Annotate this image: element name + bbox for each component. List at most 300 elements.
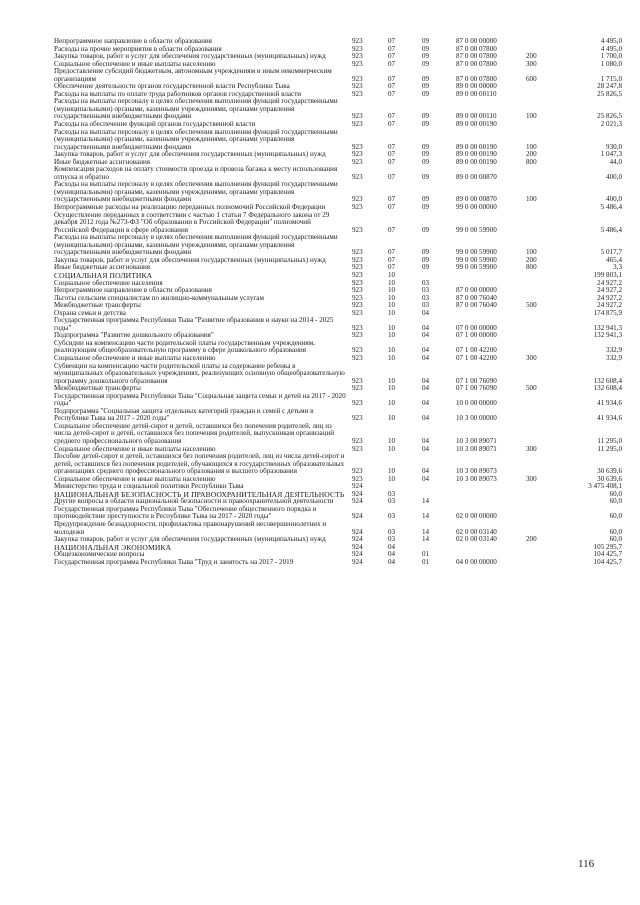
row-section-code: 10 [388,323,396,332]
row-amount: 60,0 [609,489,622,498]
row-amount: 60,0 [609,527,622,536]
row-vd-code: 924 [352,489,363,498]
table-row [54,559,622,567]
row-description: Государственная программа Республики Тыва "Труд и занятость на 2017 - 2019 [54,557,294,566]
row-expense-type: 100 [526,195,537,204]
row-amount: 132 608,4 [593,376,622,385]
row-target-article: 10 3 00 89073 [456,467,497,476]
row-vd-code: 923 [352,467,363,476]
table-row [54,340,622,355]
row-vd-code: 923 [352,293,363,302]
row-section-code: 10 [388,293,396,302]
row-subsection-code: 09 [422,44,430,53]
row-amount: 25 826,5 [597,89,622,98]
row-subsection-code: 04 [422,376,430,385]
row-section-code: 10 [388,384,396,393]
page-number: 116 [578,858,595,870]
row-section-code: 07 [388,157,396,166]
row-description: Пособие детей-сирот и детей, оставшихся без попечения родителей, лиц из числа детей-сирот и детей, оставшихся без попечения родителей, обучающихся в государственных образовательных организациях среднего профессионального образования и высшего образования [54,452,345,476]
row-vd-code: 924 [352,512,363,521]
row-amount: 11 295,0 [597,436,622,445]
row-description: Непрограммное направление в области образования [54,37,212,45]
row-subsection-code: 09 [422,52,430,61]
row-section-code: 10 [388,444,396,453]
row-target-article: 07 1 00 00000 [456,331,497,340]
row-target-article: 99 0 00 59900 [456,248,497,257]
table-row [54,129,622,152]
row-vd-code: 924 [352,542,363,551]
row-description: СОЦИАЛЬНАЯ ПОЛИТИКА [54,270,153,280]
row-section-code: 07 [388,89,396,98]
row-expense-type: 500 [526,384,537,393]
row-description: Государственная программа Республики Тыва "Обеспечение общественного порядка и противодействие преступности в Республике Тыва на 2017 - 2020 годы" [54,504,317,521]
row-description: Расходы на выплаты персоналу в целях обеспечения выполнения функций государственными (муниципальными) органами, казенными учреждениями, органами управления государственными внебюджетными фондами [54,97,338,121]
row-target-article: 87 0 00 07800 [456,74,497,83]
row-amount: 332,9 [606,346,622,355]
row-vd-code: 923 [352,248,363,257]
row-target-article: 89 0 00 00000 [456,82,497,91]
row-target-article: 07 0 00 00000 [456,323,497,332]
row-subsection-code: 09 [422,195,430,204]
row-target-article: 87 0 00 76040 [456,301,497,310]
row-target-article: 89 0 00 00110 [456,112,497,121]
row-vd-code: 924 [352,557,363,566]
row-amount: 41 934,6 [597,399,622,408]
table-row [54,393,622,408]
row-section-code: 10 [388,286,396,295]
row-subsection-code: 14 [422,535,430,544]
row-amount: 105 295,7 [593,542,622,551]
row-section-code: 07 [388,248,396,257]
row-vd-code: 923 [352,157,363,166]
row-subsection-code: 04 [422,308,430,317]
row-subsection-code: 09 [422,74,430,83]
row-amount: 3,3 [613,263,622,272]
row-description: Подпрограмма "Развитие дошкольного образования" [54,331,214,340]
row-section-code: 03 [388,489,396,498]
row-description: Расходы на выплаты персоналу в целях обеспечения выполнения функций государственными (муниципальными) органами, казенными учреждениями, органами управления государственными внебюджетными фондами [54,233,338,257]
row-description: НАЦИОНАЛЬНАЯ ЭКОНОМИКА [54,542,172,552]
row-vd-code: 924 [352,482,363,491]
row-section-code: 07 [388,255,396,264]
row-target-article: 07 1 00 76090 [456,384,497,393]
row-description: Иные бюджетные ассигнования [54,263,151,272]
row-target-article: 07 1 00 42200 [456,353,497,362]
row-target-article: 89 0 00 00870 [456,172,497,181]
row-expense-type: 200 [526,150,537,159]
row-description: Социальное обеспечение и иные выплаты населению [54,59,216,68]
row-description: Субвенции на компенсацию части родительской платы за содержание ребенка в муниципальных образовательных учреждениях, реализующих основную общеобразовательную программу дошкольного образования [54,361,345,385]
row-vd-code: 923 [352,384,363,393]
table-row [54,181,622,204]
row-target-article: 89 0 00 00190 [456,150,497,159]
row-description: Расходы на прочие мероприятия в области образования [54,44,222,53]
row-description: Предупреждение безнадзорности, профилактика правонарушений несовершеннолетних и молодежи [54,520,327,536]
row-description: Компенсация расходов на оплату стоимости проезда и провоза багажа к месту использования отпуска и обратно [54,165,338,181]
row-subsection-code: 03 [422,278,430,287]
row-vd-code: 923 [352,74,363,83]
row-subsection-code: 04 [422,384,430,393]
row-description: Социальное обеспечение и иные выплаты населению [54,474,216,483]
row-section-code: 10 [388,331,396,340]
row-description: Государственная программа Республики Тыва "Социальная защита семьи и детей на 2017 - 2020 годы" [54,391,346,408]
row-subsection-code: 04 [422,467,430,476]
row-target-article: 07 1 00 76090 [456,376,497,385]
row-vd-code: 923 [352,286,363,295]
row-description: Иные бюджетные ассигнования [54,157,151,166]
row-description: Закупка товаров, работ и услуг для обеспечения государственных (муниципальных) нужд [54,52,326,61]
row-amount: 5 017,7 [600,248,622,257]
row-amount: 104 425,7 [593,550,622,559]
row-target-article: 02 0 00 03140 [456,527,497,536]
row-subsection-code: 09 [422,255,430,264]
row-target-article: 10 3 00 89073 [456,474,497,483]
row-subsection-code: 14 [422,497,430,506]
row-expense-type: 300 [526,353,537,362]
row-amount: 199 803,1 [593,270,622,279]
row-description: Льготы сельским специалистам по жилищно-коммунальным услугам [54,293,264,302]
row-section-code: 10 [388,399,396,408]
row-section-code: 10 [388,270,396,279]
row-amount: 44,0 [609,157,622,166]
row-section-code: 10 [388,308,396,317]
row-subsection-code: 04 [422,474,430,483]
row-subsection-code: 09 [422,142,430,151]
row-vd-code: 923 [352,172,363,181]
row-vd-code: 923 [352,376,363,385]
row-subsection-code: 09 [422,157,430,166]
row-section-code: 10 [388,436,396,445]
row-vd-code: 923 [352,195,363,204]
row-description: Межбюджетные трансферты [54,384,141,393]
table-row [54,302,622,310]
row-description: Обеспечение деятельности органов государственной власти Республики Тыва [54,82,290,91]
row-subsection-code: 04 [422,323,430,332]
row-target-article: 89 0 00 00190 [456,120,497,129]
row-subsection-code: 09 [422,225,430,234]
row-vd-code: 923 [352,444,363,453]
row-subsection-code: 04 [422,346,430,355]
row-section-code: 03 [388,535,396,544]
row-target-article: 87 0 00 07800 [456,59,497,68]
row-description: Общеэкономические вопросы [54,550,145,559]
row-expense-type: 800 [526,157,537,166]
row-target-article: 02 0 00 00000 [456,512,497,521]
row-description: Непрограммное направление в области образования [54,286,212,295]
row-vd-code: 923 [352,353,363,362]
row-amount: 60,0 [609,535,622,544]
row-section-code: 04 [388,550,396,559]
row-section-code: 07 [388,120,396,129]
row-vd-code: 923 [352,112,363,121]
row-description: Социальное обеспечение и иные выплаты населению [54,353,216,362]
row-subsection-code: 04 [422,331,430,340]
row-target-article: 10 3 00 89071 [456,436,497,445]
row-description: Закупка товаров, работ и услуг для обеспечения государственных (муниципальных) нужд [54,255,326,264]
row-subsection-code: 09 [422,82,430,91]
row-vd-code: 924 [352,550,363,559]
row-description: Субсидии на компенсацию части родительской платы государственным учреждениям, реализующим общеобразовательную программу в сфере дошкольного образования [54,338,316,355]
row-target-article: 89 0 00 00190 [456,157,497,166]
row-vd-code: 924 [352,497,363,506]
row-amount: 4 495,0 [600,37,622,45]
row-section-code: 10 [388,346,396,355]
row-description: Расходы на выплаты персоналу в целях обеспечения выполнения функций государственными (муниципальными) органами, казенными учреждениями, органами управления государственными внебюджетными фондами [54,180,338,204]
row-subsection-code: 14 [422,512,430,521]
row-section-code: 03 [388,512,396,521]
row-amount: 60,0 [609,512,622,521]
row-subsection-code: 04 [422,399,430,408]
row-vd-code: 923 [352,255,363,264]
row-description: Непрограммные расходы на реализацию переданных полномочий Российской Федерации [54,203,326,212]
row-target-article: 99 0 00 59900 [456,263,497,272]
row-section-code: 10 [388,376,396,385]
row-description: Государственная программа Республики Тыва "Развитие образования и науки на 2014 - 2025 годы" [54,316,334,332]
row-subsection-code: 09 [422,59,430,68]
row-vd-code: 923 [352,82,363,91]
row-description: Расходы на выплаты персоналу в целях обеспечения выполнения функций государственными (муниципальными) органами, казенными учреждениями, органами управления государственными внебюджетными фондами [54,127,338,151]
row-target-article: 02 0 00 03140 [456,535,497,544]
row-target-article: 10 3 00 00000 [456,414,497,423]
row-section-code: 10 [388,301,396,310]
row-subsection-code: 03 [422,286,430,295]
row-expense-type: 200 [526,52,537,61]
row-description: Министерство труда и социальной политики Республики Тыва [54,482,244,491]
row-section-code: 07 [388,82,396,91]
row-expense-type: 100 [526,112,537,121]
row-description: Расходы на выплаты по оплате труда работников органов государственной власти [54,89,302,98]
row-section-code: 10 [388,278,396,287]
row-vd-code: 923 [352,37,363,45]
row-section-code: 07 [388,263,396,272]
row-expense-type: 300 [526,444,537,453]
budget-table [54,38,622,566]
row-amount: 1 715,0 [600,74,622,83]
row-section-code: 07 [388,195,396,204]
row-amount: 132 941,3 [593,331,622,340]
row-target-article: 07 1 00 42200 [456,346,497,355]
row-target-article: 89 0 00 00110 [456,89,497,98]
row-amount: 5 486,4 [600,203,622,212]
row-subsection-code: 01 [422,550,430,559]
row-description: Социальное обеспечение и иные выплаты населению [54,444,216,453]
row-vd-code: 923 [352,331,363,340]
table-row [54,453,622,476]
row-target-article: 87 0 00 00000 [456,37,497,45]
row-amount: 174 875,9 [593,308,622,317]
row-section-code: 04 [388,542,396,551]
row-vd-code: 924 [352,527,363,536]
row-expense-type: 300 [526,474,537,483]
row-amount: 104 425,7 [593,557,622,566]
row-section-code: 07 [388,59,396,68]
table-row [54,234,622,257]
row-description: Закупка товаров, работ и услуг для обеспечения государственных (муниципальных) нужд [54,150,326,159]
row-target-article: 87 0 00 00000 [456,286,497,295]
row-description: Социальное обеспечение населения [54,278,163,287]
row-amount: 28 247,8 [597,82,622,91]
row-description: Осуществление переданных в соответствии с частью 1 статьи 7 Федерального закона от 29 декабря 2012 года №273-ФЗ "Об образовании в Российской Федерации" полномочий Российской Федерации в сфере образования [54,210,330,234]
row-amount: 24 927,2 [597,293,622,302]
row-amount: 1 047,3 [600,150,622,159]
row-expense-type: 100 [526,248,537,257]
row-section-code: 10 [388,467,396,476]
row-description: Социальное обеспечение детей-сирот и детей, оставшихся без попечения родителей, лиц из числа детей-сирот и детей, оставшихся без попечения родителей, выпускникам организаций среднего профессионального образования [54,421,335,445]
row-expense-type: 800 [526,263,537,272]
row-amount: 930,0 [606,142,622,151]
row-amount: 4 495,0 [600,44,622,53]
row-subsection-code: 09 [422,203,430,212]
row-amount: 132 608,4 [593,384,622,393]
row-vd-code: 923 [352,52,363,61]
row-section-code: 07 [388,203,396,212]
row-vd-code: 923 [352,301,363,310]
row-amount: 465,4 [606,255,622,264]
row-vd-code: 924 [352,535,363,544]
row-section-code: 04 [388,557,396,566]
row-amount: 24 927,2 [597,286,622,295]
row-target-article: 10 3 00 89071 [456,444,497,453]
row-subsection-code: 04 [422,436,430,445]
row-amount: 24 927,2 [597,301,622,310]
row-section-code: 07 [388,74,396,83]
table-row [54,506,622,521]
row-subsection-code: 09 [422,172,430,181]
row-vd-code: 923 [352,474,363,483]
row-description: Предоставление субсидий бюджетным, автономным учреждениям и иным некоммерческим организациям [54,67,332,83]
row-vd-code: 923 [352,225,363,234]
row-section-code: 03 [388,527,396,536]
row-section-code: 07 [388,112,396,121]
row-section-code: 10 [388,414,396,423]
row-expense-type: 200 [526,255,537,264]
row-expense-type: 500 [526,301,537,310]
row-vd-code: 923 [352,308,363,317]
row-amount: 30 639,6 [597,474,622,483]
row-amount: 60,0 [609,497,622,506]
row-amount: 132 941,3 [593,323,622,332]
row-section-code: 07 [388,44,396,53]
row-target-article: 87 0 00 07800 [456,52,497,61]
row-vd-code: 923 [352,270,363,279]
row-expense-type: 600 [526,74,537,83]
row-subsection-code: 04 [422,353,430,362]
row-subsection-code: 09 [422,112,430,121]
row-description: Охрана семьи и детства [54,308,126,317]
row-vd-code: 923 [352,150,363,159]
table-row [54,68,622,83]
row-section-code: 07 [388,150,396,159]
row-amount: 3 475 408,1 [588,482,622,491]
row-amount: 41 934,6 [597,414,622,423]
row-subsection-code: 09 [422,263,430,272]
table-row [54,317,622,332]
row-description: Межбюджетные трансферты [54,301,141,310]
row-target-article: 04 0 00 00000 [456,557,497,566]
row-vd-code: 923 [352,278,363,287]
row-vd-code: 923 [352,59,363,68]
row-amount: 25 826,5 [597,112,622,121]
row-vd-code: 923 [352,44,363,53]
row-section-code: 07 [388,37,396,45]
row-subsection-code: 09 [422,150,430,159]
row-section-code: 07 [388,142,396,151]
row-section-code: 07 [388,172,396,181]
table-row [54,212,622,235]
row-amount: 30 639,6 [597,467,622,476]
row-target-article: 87 0 00 07800 [456,44,497,53]
row-target-article: 99 0 00 59900 [456,255,497,264]
row-vd-code: 923 [352,203,363,212]
table-row [54,423,622,446]
row-amount: 1 700,0 [600,52,622,61]
row-section-code: 10 [388,353,396,362]
row-description: Подпрограмма "Социальная защита отдельных категорий граждан и семей с детьми в Республике Тыва на 2017 - 2020 годы" [54,406,314,423]
table-row [54,408,622,423]
row-subsection-code: 03 [422,301,430,310]
row-expense-type: 300 [526,59,537,68]
row-expense-type: 200 [526,535,537,544]
table-row [54,521,622,536]
row-target-article: 89 0 00 00870 [456,195,497,204]
table-row [54,363,622,386]
row-vd-code: 923 [352,120,363,129]
row-section-code: 07 [388,52,396,61]
table-row [54,98,622,121]
row-description: Расходы на обеспечение функций органов государственной власти [54,120,256,129]
row-target-article: 99 0 00 00000 [456,203,497,212]
row-subsection-code: 14 [422,527,430,536]
row-subsection-code: 01 [422,557,430,566]
row-vd-code: 923 [352,346,363,355]
row-amount: 1 080,0 [600,59,622,68]
row-amount: 24 927,2 [597,278,622,287]
row-subsection-code: 09 [422,89,430,98]
row-section-code: 10 [388,474,396,483]
row-amount: 2 021,3 [600,120,622,129]
row-subsection-code: 09 [422,120,430,129]
row-vd-code: 923 [352,399,363,408]
row-section-code: 07 [388,225,396,234]
row-subsection-code: 04 [422,444,430,453]
row-amount: 11 295,0 [597,444,622,453]
row-amount: 5 486,4 [600,225,622,234]
row-vd-code: 923 [352,142,363,151]
row-vd-code: 923 [352,436,363,445]
row-subsection-code: 04 [422,414,430,423]
row-description: НАЦИОНАЛЬНАЯ БЕЗОПАСНОСТЬ И ПРАВООХРАНИТЕЛЬНАЯ ДЕЯТЕЛЬНОСТЬ [54,489,345,499]
row-target-article: 10 0 00 00000 [456,399,497,408]
row-subsection-code: 03 [422,293,430,302]
row-section-code: 03 [388,497,396,506]
table-row [54,166,622,181]
row-vd-code: 923 [352,414,363,423]
row-target-article: 89 0 00 00190 [456,142,497,151]
row-vd-code: 923 [352,323,363,332]
row-description: Закупка товаров, работ и услуг для обеспечения государственных (муниципальных) нужд [54,535,326,544]
row-amount: 400,0 [606,195,622,204]
row-subsection-code: 09 [422,37,430,45]
row-vd-code: 923 [352,89,363,98]
row-description: Другие вопросы в области национальной безопасности и правоохранительной деятельности [54,497,334,506]
row-expense-type: 100 [526,142,537,151]
row-target-article: 99 0 00 59900 [456,225,497,234]
row-target-article: 87 0 00 76040 [456,293,497,302]
row-amount: 332,9 [606,353,622,362]
row-vd-code: 923 [352,263,363,272]
row-subsection-code: 09 [422,248,430,257]
row-amount: 400,0 [606,172,622,181]
